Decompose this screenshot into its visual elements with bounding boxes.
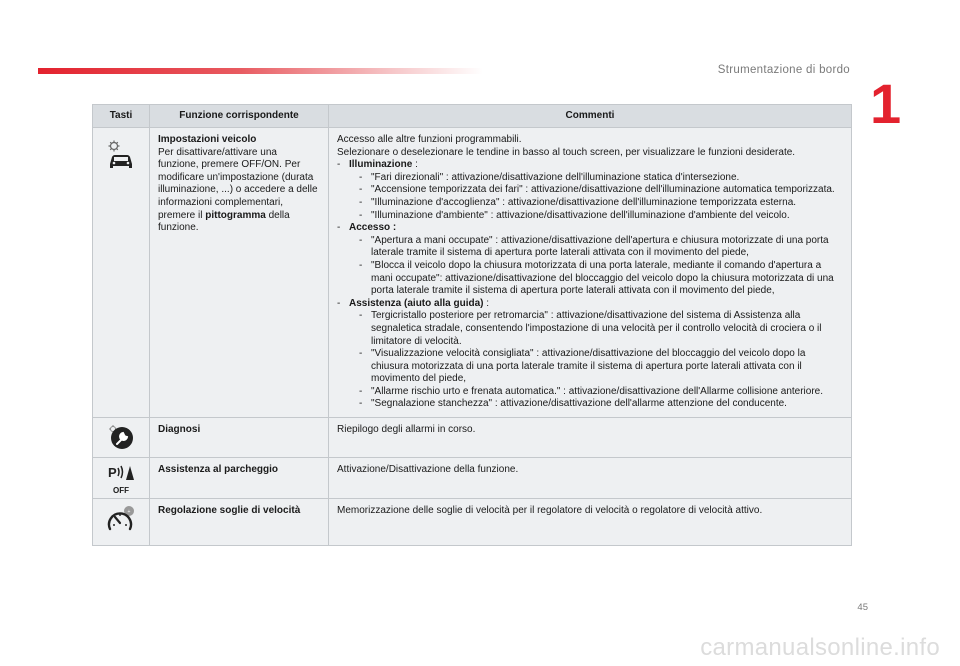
list-item: - "Fari direzionali" : attivazione/disattivazione dell'illuminazione statica d'intersezione. xyxy=(349,172,843,185)
table-row xyxy=(93,128,852,418)
table-row xyxy=(93,457,852,498)
column-header-keys: Tasti xyxy=(93,105,150,128)
list-item: - "Illuminazione d'ambiente" : attivazione/disattivazione dell'illuminazione d'ambiente del veicolo. xyxy=(349,210,843,223)
park-assist-symbol xyxy=(106,462,136,484)
comment-cell xyxy=(329,457,852,498)
function-cell xyxy=(150,457,329,498)
chapter-number: 1 xyxy=(870,72,902,135)
function-title: Impostazioni veicolo xyxy=(158,134,257,145)
function-text-emphasis: pittogramma xyxy=(205,209,266,221)
comment-text: Riepilogo degli allarmi in corso. xyxy=(337,424,476,436)
svg-text:P: P xyxy=(108,464,117,480)
function-cell xyxy=(150,418,329,458)
comment-line: Accesso alle altre funzioni programmabili. xyxy=(337,134,522,145)
settings-group-access xyxy=(337,222,843,298)
list-item: - Tergicristallo posteriore per retromarcia" : attivazione/disattivazione del sistema di Assistenza alla segnaletica stradale, consentendo l'impostazione di una velocità per il controllo velocità di crociera o il limitatore di velocità. xyxy=(349,310,843,348)
page-number: 45 xyxy=(857,602,868,613)
icon-cell xyxy=(93,457,150,498)
comment-cell xyxy=(329,498,852,546)
list-item: - "Visualizzazione velocità consigliata" : attivazione/disattivazione del bloccaggio del veicolo dopo la chiusura motorizzata di una porta laterale tramite il sistema di apertura porte laterali attivata con il movimento del piede, xyxy=(349,348,843,386)
header-accent-bar xyxy=(38,68,483,74)
function-text-end: della funzione. xyxy=(158,209,290,234)
list-item: - "Blocca il veicolo dopo la chiusura motorizzata di una porta laterale, mediante il comando d'apertura a mani occupate": attivazione/disattivazione del bloccaggio del veicolo dopo la chiusura motorizzata di una porta laterale tramite il sistema di apertura porte laterali attivata con il movimento del piede, xyxy=(349,260,843,298)
settings-group-lighting xyxy=(337,159,843,222)
speed-threshold-icon[interactable] xyxy=(105,505,137,535)
park-assist-off-icon[interactable] xyxy=(106,462,136,498)
group-suffix: : xyxy=(412,159,418,171)
group-suffix: : xyxy=(483,297,490,309)
group-title: Accesso : xyxy=(349,222,397,234)
functions-table xyxy=(92,104,852,546)
list-item: - "Apertura a mani occupate" : attivazione/disattivazione dell'apertura e chiusura motorizzate di una porta laterale tramite il sistema di apertura porte laterali attivata con il movimento del piede, xyxy=(349,235,843,260)
settings-group-list xyxy=(337,159,843,411)
group-items xyxy=(349,172,843,222)
group-items xyxy=(349,310,843,411)
comment-cell xyxy=(329,418,852,458)
function-cell xyxy=(150,498,329,546)
function-title: Regolazione soglie di velocità xyxy=(158,504,301,516)
comment-cell xyxy=(329,128,852,418)
section-title: Strumentazione di bordo xyxy=(717,64,850,76)
comment-line: Selezionare o deselezionare le tendine in basso al touch screen, per visualizzare le funzioni desiderate. xyxy=(337,146,796,158)
function-title: Assistenza al parcheggio xyxy=(158,463,279,475)
comment-text: Attivazione/Disattivazione della funzione. xyxy=(337,463,519,475)
off-label: OFF xyxy=(113,486,129,496)
table-row xyxy=(93,418,852,458)
vehicle-settings-icon[interactable] xyxy=(104,138,138,172)
list-item: - "Illuminazione d'accoglienza" : attivazione/disattivazione dell'illuminazione temporizzata esterna. xyxy=(349,197,843,210)
group-items xyxy=(349,235,843,298)
group-title: Illuminazione xyxy=(349,159,413,171)
function-cell xyxy=(150,128,329,418)
icon-cell xyxy=(93,498,150,546)
function-text: Per disattivare/attivare una funzione, premere OFF/ON. Per modificare un'impostazione (durata illuminazione, ...) o accedere a delle informazioni complementari, premere il xyxy=(158,146,318,221)
icon-cell xyxy=(93,128,150,418)
icon-cell xyxy=(93,418,150,458)
table-header-row xyxy=(93,105,852,128)
list-item: - "Segnalazione stanchezza" : attivazione/disattivazione dell'allarme attenzione del conducente. xyxy=(349,398,843,411)
list-item: - "Accensione temporizzata dei fari" : attivazione/disattivazione dell'illuminazione automatica temporizzata. xyxy=(349,184,843,197)
column-header-function: Funzione corrispondente xyxy=(150,105,329,128)
function-title: Diagnosi xyxy=(158,424,201,436)
table-row xyxy=(93,498,852,546)
comment-text: Memorizzazione delle soglie di velocità per il regolatore di velocità o regolatore di velocità attivo. xyxy=(337,504,763,516)
column-header-comments: Commenti xyxy=(329,105,852,128)
settings-group-assistance xyxy=(337,298,843,411)
function-description xyxy=(158,147,320,235)
watermark: carmanualsonline.info xyxy=(700,634,940,661)
diagnostics-wrench-icon[interactable] xyxy=(106,422,136,452)
group-title: Assistenza (aiuto alla guida) xyxy=(349,297,484,309)
list-item: - "Allarme rischio urto e frenata automatica." : attivazione/disattivazione dell'Allarme collisione anteriore. xyxy=(349,386,843,399)
svg-text:+: + xyxy=(127,508,131,515)
